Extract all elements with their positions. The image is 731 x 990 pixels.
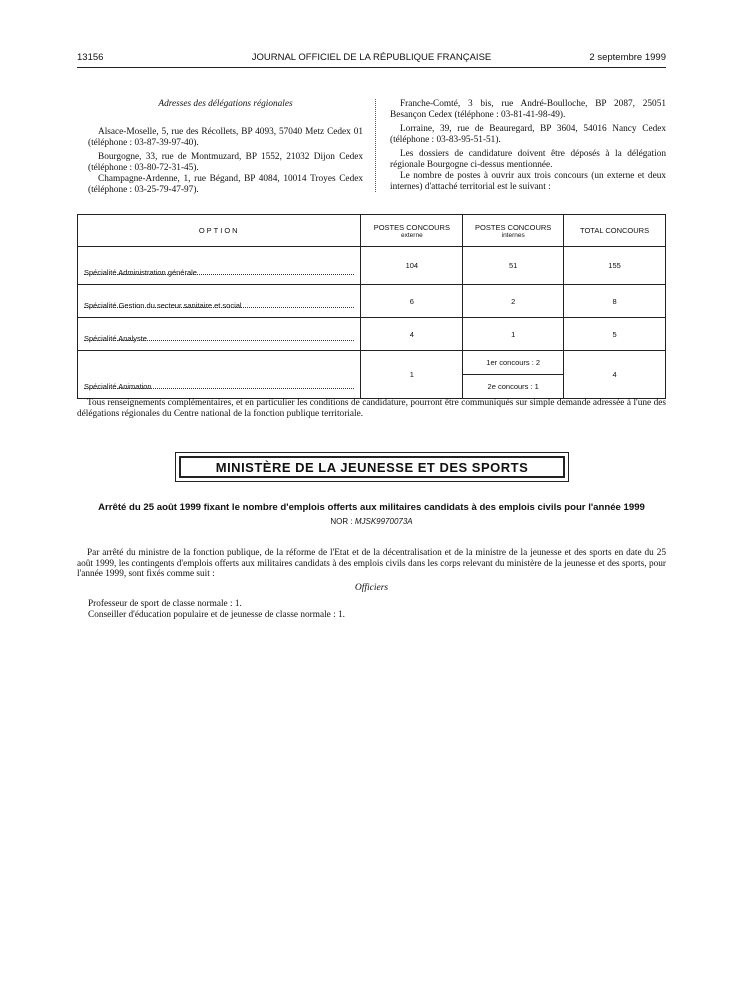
body-paragraph: Le nombre de postes à ouvrir aux trois concours (un externe et deux internes) d'attaché territorial est le suivant : — [390, 171, 666, 192]
header-internes — [463, 215, 564, 247]
right-column — [390, 99, 666, 193]
list-item: Professeur de sport de classe normale : 1. — [88, 599, 242, 609]
internes-cell: 2 — [463, 285, 564, 318]
arrete-title: Arrêté du 25 août 1999 fixant le nombre d'emplois offerts aux militaires candidats à des emplois civils pour l'année 1999 — [98, 502, 645, 513]
section-officiers: Officiers — [354, 583, 389, 593]
table-row — [78, 247, 666, 285]
total-cell: 155 — [564, 247, 666, 285]
option-label: Spécialité Gestion du secteur sanitaire et social — [84, 301, 242, 310]
internes-cell: 2e concours : 1 — [463, 375, 564, 399]
option-label: Spécialité Analyste — [84, 334, 147, 343]
option-cell — [78, 318, 361, 351]
option-cell — [78, 285, 361, 318]
nor-label: NOR : — [330, 517, 353, 526]
header-externe — [361, 215, 463, 247]
ministry-title: MINISTÈRE DE LA JEUNESSE ET DES SPORTS — [179, 456, 565, 478]
table-row — [78, 285, 666, 318]
arrete-body: Par arrêté du ministre de la fonction publique, de la réforme de l'Etat et de la décentralisation et de la ministre de la jeunesse et des sports en date du 25 août 1999, les contingents d'emplois offerts aux militaires candidats à des emplois civils dans les corps relevant du ministère de la jeunesse et des sports, pour l'année 1999, sont fixés comme suit : — [77, 548, 666, 580]
left-column — [88, 99, 363, 196]
ministry-banner — [175, 452, 569, 482]
header-externe-line1: POSTES CONCOURS — [373, 222, 450, 232]
address-paragraph: Lorraine, 39, rue de Beauregard, BP 3604, 54016 Nancy Cedex (téléphone : 03-83-95-51-51). — [390, 124, 666, 145]
header-total: TOTAL CONCOURS — [564, 215, 666, 247]
page-header — [77, 52, 666, 66]
option-cell — [78, 351, 361, 399]
header-option: OPTION — [78, 215, 361, 247]
externe-cell: 1 — [361, 351, 463, 399]
header-internes-line1: POSTES CONCOURS — [475, 222, 552, 232]
column-divider — [375, 99, 376, 192]
leader-dots — [84, 340, 354, 341]
externe-cell: 104 — [361, 247, 463, 285]
total-cell: 4 — [564, 351, 666, 399]
address-paragraph: Bourgogne, 33, rue de Montmuzard, BP 1552, 21032 Dijon Cedex (téléphone : 03-80-72-31-45). — [88, 152, 363, 173]
internes-cell: 51 — [463, 247, 564, 285]
internes-cell: 1er concours : 2 — [463, 351, 564, 375]
address-paragraph: Franche-Comté, 3 bis, rue André-Boulloche, BP 2087, 25051 Besançon Cedex (téléphone : 03-81-41-98-49). — [390, 99, 666, 120]
header-rule — [77, 67, 666, 68]
info-note: Tous renseignements complémentaires, et en particulier les conditions de candidature, pourront être communiqués sur simple demande adressée à l'une des délégations régionales du Centre national de la fonction publique territoriale. — [77, 398, 666, 420]
leader-dots — [84, 307, 354, 308]
total-cell: 8 — [564, 285, 666, 318]
table-row — [78, 351, 666, 375]
body-paragraph: Les dossiers de candidature doivent être déposés à la délégation régionale Bourgogne ci-dessus mentionnée. — [390, 149, 666, 170]
address-paragraph: Champagne-Ardenne, 1, rue Bégand, BP 4084, 10014 Troyes Cedex (téléphone : 03-25-79-47-97). — [88, 174, 363, 195]
total-cell: 5 — [564, 318, 666, 351]
externe-cell: 6 — [361, 285, 463, 318]
leader-dots — [84, 388, 354, 389]
externe-cell: 4 — [361, 318, 463, 351]
list-item: Conseiller d'éducation populaire et de jeunesse de classe normale : 1. — [88, 610, 345, 620]
leader-dots — [84, 274, 354, 275]
journal-title: JOURNAL OFFICIEL DE LA RÉPUBLIQUE FRANÇAISE — [251, 52, 492, 63]
section-subtitle: Adresses des délégations régionales — [158, 99, 293, 109]
publication-date: 2 septembre 1999 — [589, 52, 666, 63]
header-externe-line2: externe — [401, 231, 423, 239]
option-cell — [78, 247, 361, 285]
table-row — [78, 318, 666, 351]
nor-reference — [77, 517, 666, 526]
page-number: 13156 — [77, 52, 104, 63]
officiers-list — [88, 599, 666, 621]
nor-code: MJSK9970073A — [354, 517, 413, 526]
header-internes-line2: internes — [501, 231, 525, 239]
option-label: Spécialité Animation — [84, 382, 152, 391]
internes-cell: 1 — [463, 318, 564, 351]
postes-table — [77, 214, 666, 399]
option-label: Spécialité Administration générale — [84, 268, 197, 277]
table-header-row — [78, 215, 666, 247]
address-paragraph: Alsace-Moselle, 5, rue des Récollets, BP 4093, 57040 Metz Cedex 01 (téléphone : 03-87-39-97-40). — [88, 127, 363, 148]
